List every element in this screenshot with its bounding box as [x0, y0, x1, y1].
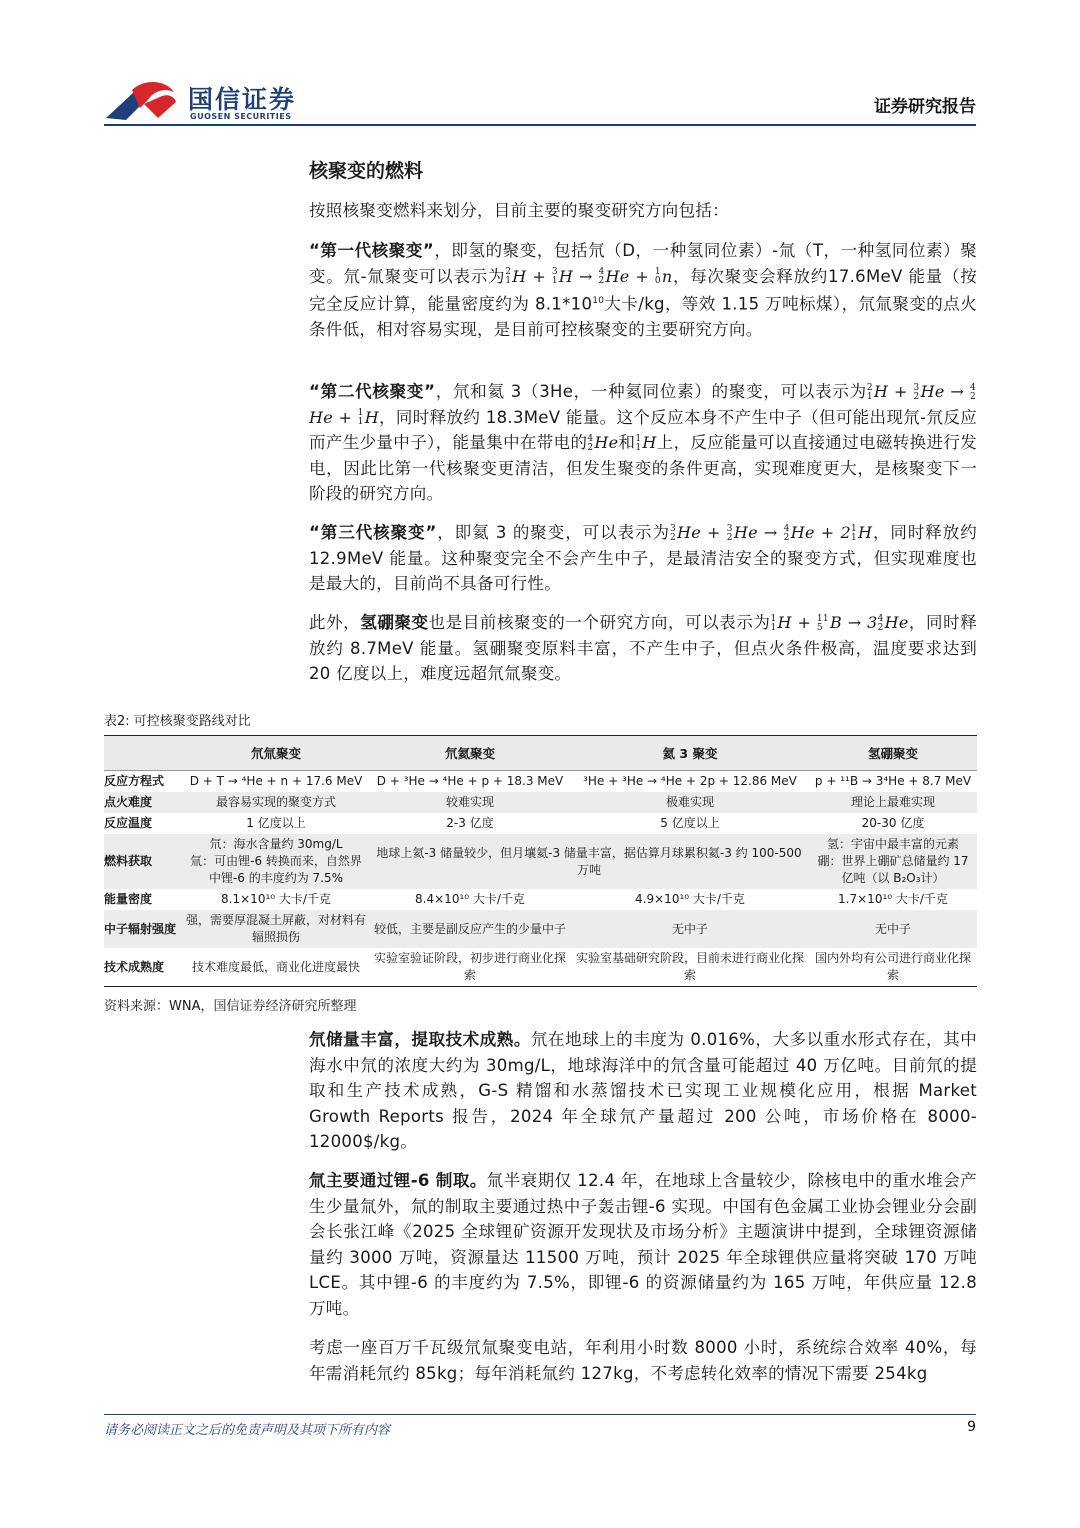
- gen2-heading: “第二代核聚变”: [309, 382, 436, 401]
- brand-logo: [104, 78, 304, 126]
- pb11-equation: 1 1 H + 11 5 B → 3 4 2 He: [770, 613, 909, 633]
- dhe3-equation: 2 1 H + 3 2 He → 4 2 He + 1 1 H: [309, 382, 977, 427]
- guosen-logo-icon: [104, 78, 184, 126]
- table-header-cell: 氢硼聚变: [809, 736, 977, 771]
- table-row: 技术成熟度 技术难度最低，商业化进度最快 实验室验证阶段，初步进行商业化探索 实验室基础研究阶段，目前未进行商业化探索 国内外均有公司进行商业化探索: [104, 948, 977, 987]
- gen3-heading: “第三代核聚变”: [309, 523, 437, 542]
- table-header-cell: 氘氚聚变: [183, 736, 369, 771]
- paragraph-gen3: “第三代核聚变”，即氦 3 的聚变，可以表示为 3 2 He + 3 2 He → 4 2 He + 2 1 1 H，同时释放约 12.9MeV 能量。这种聚变完全不会产生中子，是最清洁安全的聚变方式，但实现难度也是最大的，目前尚不具备可行性。: [309, 523, 978, 593]
- section-title-block: [309, 156, 977, 183]
- paragraph-consumption: 考虑一座百万千瓦级氘氚聚变电站，年利用小时数 8000 小时，系统综合效率 40%，每年需消耗氘约 85kg；每年消耗氚约 127kg，不考虑转化效率的情况下需要 254kg: [309, 1338, 977, 1383]
- paragraph-deuterium: 氘储量丰富，提取技术成熟。氘在地球上的丰度为 0.016%，大多以重水形式存在，其中海水中氘的浓度大约为 30mg/L，地球海洋中的氘含量可能超过 40 万亿吨。目前氘的提取和生产技术成熟，G-S 精馏和水蒸馏技术已实现工业规模化应用，根据 Market Growth Reports 报告，2024 年全球氘产量超过 200 公吨，市场价格在 8000-12000$/kg。: [309, 1030, 978, 1151]
- deuterium-heading: 氘储量丰富，提取技术成熟。: [309, 1030, 531, 1049]
- table-header-cell: 氦 3 聚变: [571, 736, 809, 771]
- table-row: 燃料获取 氘：海水含量约 30mg/L 氚：可由锂-6 转换而来，自然界中锂-6 的丰度约为 7.5% 地球上氦-3 储量较少，但月壤氦-3 储量丰富，据估算月球累积氦-3 约 100-500 万吨 氢：宇宙中最丰富的元素 硼：世界上硼矿总储量约 17 亿吨（以 B₂O₃计）: [104, 834, 977, 889]
- he3he3-equation: 3 2 He + 3 2 He → 4 2 He + 2 1 1 H: [669, 523, 873, 543]
- comparison-table-block: [104, 710, 977, 1014]
- table-header-cell: 氘氦聚变: [369, 736, 571, 771]
- gen1-heading: “第一代核聚变”: [309, 241, 435, 260]
- header-divider: [104, 124, 976, 126]
- table-title: 表2: 可控核聚变路线对比: [104, 714, 251, 729]
- tritium-heading: 氚主要通过锂-6 制取。: [309, 1171, 487, 1190]
- dt-equation: 2 1 H + 3 1 H → 4 2 He + 1 0 n: [505, 266, 673, 286]
- footer-divider: [104, 1414, 976, 1415]
- table-row: 点火难度 最容易实现的聚变方式 较难实现 极难实现 理论上最难实现: [104, 792, 977, 813]
- table-row: 能量密度 8.1×10¹⁰ 大卡/千克 8.4×10¹⁰ 大卡/千克 4.9×10¹⁰ 大卡/千克 1.7×10¹⁰ 大卡/千克: [104, 892, 948, 906]
- table-header-row: [104, 736, 977, 771]
- fusion-routes-table: [104, 735, 977, 987]
- paragraph-pb11: 此外，氢硼聚变也是目前核聚变的一个研究方向，可以表示为 1 1 H + 11 5 B → 3 4 2 He，同时释放约 8.7MeV 能量。氢硼聚变原料丰富，不产生中子，但点火条件极高，温度要求达到 20 亿度以上，难度远超氘氚聚变。: [309, 613, 978, 683]
- paragraph-gen1: “第一代核聚变”，即氢的聚变，包括氘（D，一种氢同位素）-氚（T，一种氢同位素）聚变。氘-氚聚变可以表示为 2 1 H + 3 1 H → 4 2 He + 1 0 n，每次聚变会释放约17.6MeV 能量（按完全反应计算，能量密度约为 $8.1*10^{10}$大卡/kg，等效 1.15 万吨标煤），氘氚聚变的点火条件低，相对容易实现，是目前可控核聚变的主要研究方向。: [309, 241, 977, 339]
- page-number: 9: [967, 1419, 976, 1435]
- table-header-cell: [104, 736, 183, 771]
- table-row: 反应方程式 D + T → ⁴He + n + 17.6 MeV D + ³He → ⁴He + p + 18.3 MeV ³He + ³He → ⁴He + 2p + 12.86 MeV p + ¹¹B → 3⁴He + 8.7 MeV: [104, 774, 972, 788]
- paragraph-tritium: 氚主要通过锂-6 制取。氚半衰期仅 12.4 年，在地球上含量较少，除核电中的重水堆会产生少量氚外，氚的制取主要通过热中子轰击锂-6 实现。中国有色金属工业协会锂业分会副会长张江峰《2025 全球锂矿资源开发现状及市场分析》主题演讲中提到，全球锂资源储量约 3000 万吨，资源量达 11500 万吨，预计 2025 年全球锂供应量将突破 170 万吨 LCE。其中锂-6 的丰度约为 7.5%，即锂-6 的资源储量约为 165 万吨，年供应量 12.8 万吨。: [309, 1171, 977, 1318]
- table-source: 资料来源：WNA，国信证券经济研究所整理: [104, 999, 357, 1014]
- intro-paragraph: 按照核聚变燃料来划分，目前主要的聚变研究方向包括：: [309, 201, 729, 220]
- table-row: 中子辐射强度 强，需要厚混凝土屏蔽，对材料有辐照损伤 较低，主要是副反应产生的少量中子 无中子 无中子: [104, 910, 977, 948]
- report-type: 证券研究报告: [874, 97, 976, 117]
- pb11-heading: 氢硼聚变: [360, 613, 429, 632]
- logo-en-text: GUOSEN SECURITIES: [190, 112, 292, 121]
- logo-cn-text: 国信证券: [188, 85, 297, 114]
- disclaimer-text: 请务必阅读正文之后的免责声明及其项下所有内容: [104, 1423, 391, 1438]
- paragraph-gen2: “第二代核聚变”，氘和氦 3（3He，一种氦同位素）的聚变，可以表示为 2 1 H + 3 2 He → 4 2 He + 1 1 H，同时释放约 18.3MeV 能量。这个反应本身不产生中子（但可能出现氘-氘反应而产生少量中子），能量集中在带电的 4 2 He和 1 1 H上，反应能量可以直接通过电磁转换进行发电，因此比第一代核聚变更清洁，但发生聚变的条件更高，实现难度更大，是核聚变下一阶段的研究方向。: [309, 382, 978, 503]
- intro-block: [309, 198, 977, 224]
- table-row: 反应温度 1 亿度以上 2-3 亿度 5 亿度以上 20-30 亿度: [104, 816, 925, 830]
- section-title: 核聚变的燃料: [309, 160, 424, 182]
